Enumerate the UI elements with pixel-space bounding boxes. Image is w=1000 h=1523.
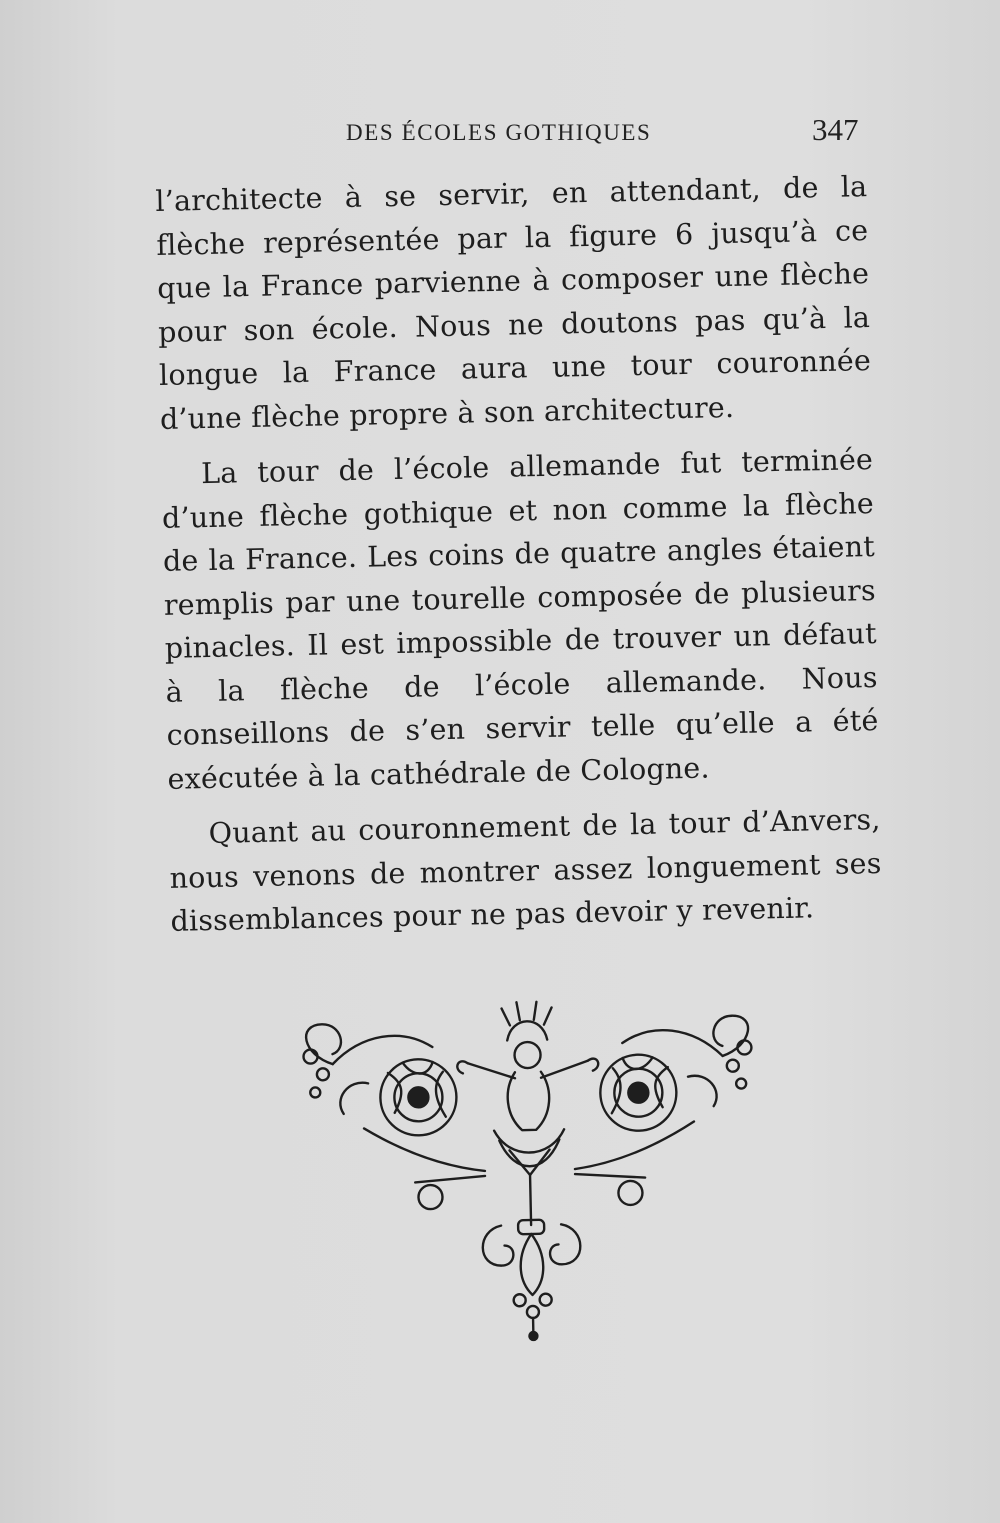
paragraph-2: La tour de l’école allemande fut terminée d’une flèche gothique et non comme la flèche de la France. Les coins de quatre angles étaient remplis par une tourelle composée de plusieurs pinacles. Il est impossible de trouver un défaut à la flèche de l’école allemande. Nous conseillons de s’en servir telle qu’elle a été exécutée à la cathédrale de Cologne.: [161, 443, 879, 796]
tailpiece-ornament-icon: [291, 995, 768, 1350]
page-number: 347: [812, 112, 859, 147]
paragraph-3: Quant au couronnement de la tour d’Anvers, nous venons de montrer assez longuement ses dissemblances pour ne pas devoir y revenir.: [169, 802, 882, 938]
body-text: [155, 165, 883, 955]
running-head: [0, 112, 1000, 156]
paragraph-1: l’architecte à se servir, en attendant, de la flèche représentée par la figure 6 jusqu’à ce que la France parvienne à composer une flèche pour son école. Nous ne doutons pas qu’à la longue la France aura une tour couronnée d’une flèche propre à son architecture.: [155, 170, 872, 436]
running-head-title: DES ÉCOLES GOTHIQUES: [346, 120, 652, 145]
